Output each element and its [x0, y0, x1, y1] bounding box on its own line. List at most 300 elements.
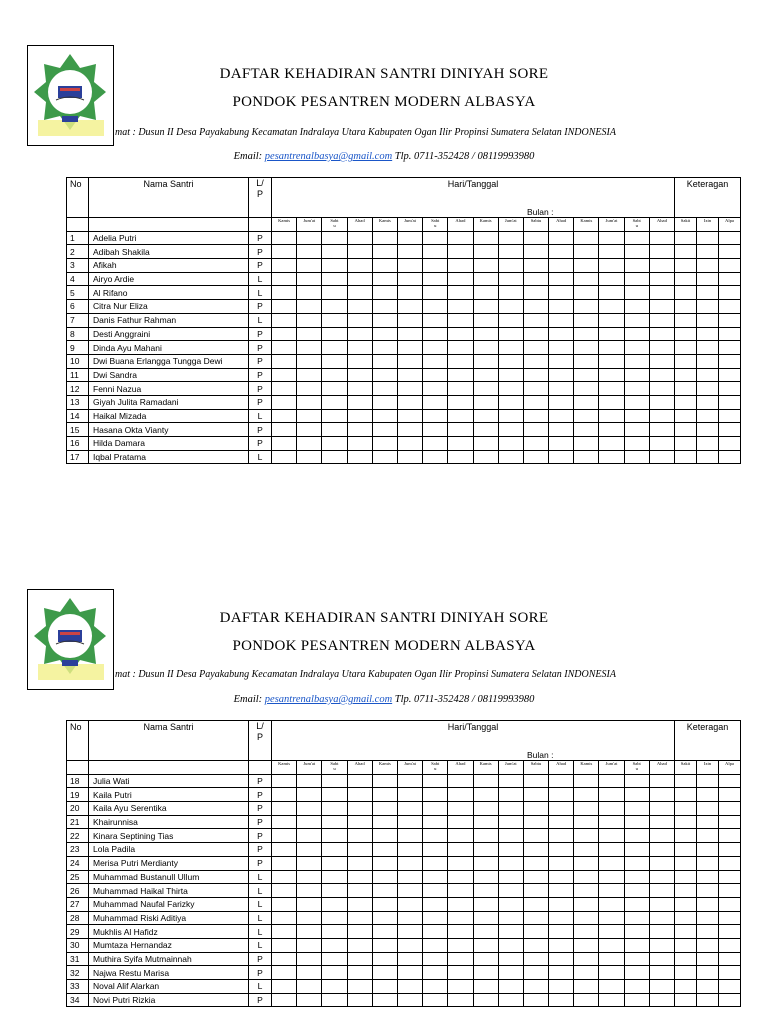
notes-cell[interactable]: [719, 911, 741, 925]
attendance-cell[interactable]: [423, 300, 448, 314]
notes-cell[interactable]: [697, 245, 719, 259]
attendance-cell[interactable]: [523, 327, 548, 341]
attendance-cell[interactable]: [549, 313, 574, 327]
attendance-cell[interactable]: [549, 815, 574, 829]
attendance-cell[interactable]: [372, 286, 397, 300]
attendance-cell[interactable]: [599, 409, 624, 423]
attendance-cell[interactable]: [549, 327, 574, 341]
attendance-cell[interactable]: [498, 272, 523, 286]
notes-cell[interactable]: [719, 774, 741, 788]
attendance-cell[interactable]: [473, 980, 498, 994]
attendance-cell[interactable]: [397, 966, 422, 980]
attendance-cell[interactable]: [322, 327, 347, 341]
attendance-cell[interactable]: [297, 231, 322, 245]
attendance-cell[interactable]: [498, 354, 523, 368]
attendance-cell[interactable]: [624, 354, 649, 368]
attendance-cell[interactable]: [272, 843, 297, 857]
attendance-cell[interactable]: [372, 966, 397, 980]
notes-cell[interactable]: [697, 300, 719, 314]
attendance-cell[interactable]: [423, 354, 448, 368]
attendance-cell[interactable]: [272, 815, 297, 829]
attendance-cell[interactable]: [372, 938, 397, 952]
notes-cell[interactable]: [719, 829, 741, 843]
attendance-cell[interactable]: [297, 245, 322, 259]
attendance-cell[interactable]: [322, 395, 347, 409]
attendance-cell[interactable]: [599, 843, 624, 857]
attendance-cell[interactable]: [498, 409, 523, 423]
attendance-cell[interactable]: [523, 395, 548, 409]
attendance-cell[interactable]: [448, 272, 473, 286]
attendance-cell[interactable]: [473, 815, 498, 829]
attendance-cell[interactable]: [549, 870, 574, 884]
attendance-cell[interactable]: [397, 423, 422, 437]
notes-cell[interactable]: [675, 245, 697, 259]
attendance-cell[interactable]: [473, 437, 498, 451]
attendance-cell[interactable]: [272, 382, 297, 396]
attendance-cell[interactable]: [423, 911, 448, 925]
attendance-cell[interactable]: [649, 259, 674, 273]
attendance-cell[interactable]: [322, 952, 347, 966]
attendance-cell[interactable]: [322, 259, 347, 273]
attendance-cell[interactable]: [347, 409, 372, 423]
attendance-cell[interactable]: [624, 327, 649, 341]
attendance-cell[interactable]: [423, 450, 448, 464]
attendance-cell[interactable]: [272, 993, 297, 1007]
attendance-cell[interactable]: [574, 300, 599, 314]
attendance-cell[interactable]: [473, 938, 498, 952]
notes-cell[interactable]: [675, 856, 697, 870]
attendance-cell[interactable]: [649, 382, 674, 396]
attendance-cell[interactable]: [297, 938, 322, 952]
attendance-cell[interactable]: [347, 774, 372, 788]
attendance-cell[interactable]: [574, 843, 599, 857]
attendance-cell[interactable]: [523, 368, 548, 382]
attendance-cell[interactable]: [549, 450, 574, 464]
attendance-cell[interactable]: [498, 870, 523, 884]
attendance-cell[interactable]: [272, 368, 297, 382]
attendance-cell[interactable]: [574, 884, 599, 898]
attendance-cell[interactable]: [372, 870, 397, 884]
attendance-cell[interactable]: [498, 231, 523, 245]
attendance-cell[interactable]: [372, 272, 397, 286]
notes-cell[interactable]: [719, 952, 741, 966]
attendance-cell[interactable]: [347, 395, 372, 409]
attendance-cell[interactable]: [549, 993, 574, 1007]
attendance-cell[interactable]: [523, 952, 548, 966]
attendance-cell[interactable]: [599, 259, 624, 273]
attendance-cell[interactable]: [448, 395, 473, 409]
attendance-cell[interactable]: [272, 341, 297, 355]
notes-cell[interactable]: [719, 327, 741, 341]
attendance-cell[interactable]: [423, 245, 448, 259]
attendance-cell[interactable]: [297, 774, 322, 788]
attendance-cell[interactable]: [397, 897, 422, 911]
attendance-cell[interactable]: [297, 980, 322, 994]
attendance-cell[interactable]: [498, 829, 523, 843]
attendance-cell[interactable]: [624, 856, 649, 870]
notes-cell[interactable]: [697, 423, 719, 437]
attendance-cell[interactable]: [649, 423, 674, 437]
attendance-cell[interactable]: [397, 409, 422, 423]
attendance-cell[interactable]: [574, 409, 599, 423]
attendance-cell[interactable]: [322, 993, 347, 1007]
attendance-cell[interactable]: [347, 938, 372, 952]
attendance-cell[interactable]: [448, 774, 473, 788]
attendance-cell[interactable]: [523, 245, 548, 259]
attendance-cell[interactable]: [473, 272, 498, 286]
attendance-cell[interactable]: [574, 437, 599, 451]
attendance-cell[interactable]: [473, 300, 498, 314]
attendance-cell[interactable]: [574, 856, 599, 870]
attendance-cell[interactable]: [498, 911, 523, 925]
attendance-cell[interactable]: [498, 286, 523, 300]
attendance-cell[interactable]: [397, 815, 422, 829]
attendance-cell[interactable]: [624, 911, 649, 925]
attendance-cell[interactable]: [599, 286, 624, 300]
attendance-cell[interactable]: [523, 382, 548, 396]
attendance-cell[interactable]: [297, 313, 322, 327]
attendance-cell[interactable]: [297, 327, 322, 341]
attendance-cell[interactable]: [397, 368, 422, 382]
attendance-cell[interactable]: [448, 938, 473, 952]
attendance-cell[interactable]: [599, 911, 624, 925]
attendance-cell[interactable]: [473, 354, 498, 368]
attendance-cell[interactable]: [423, 884, 448, 898]
attendance-cell[interactable]: [523, 815, 548, 829]
attendance-cell[interactable]: [498, 437, 523, 451]
attendance-cell[interactable]: [549, 423, 574, 437]
attendance-cell[interactable]: [448, 993, 473, 1007]
attendance-cell[interactable]: [599, 300, 624, 314]
attendance-cell[interactable]: [397, 980, 422, 994]
notes-cell[interactable]: [719, 815, 741, 829]
attendance-cell[interactable]: [599, 856, 624, 870]
attendance-cell[interactable]: [549, 966, 574, 980]
attendance-cell[interactable]: [599, 368, 624, 382]
attendance-cell[interactable]: [574, 245, 599, 259]
attendance-cell[interactable]: [549, 938, 574, 952]
attendance-cell[interactable]: [423, 938, 448, 952]
notes-cell[interactable]: [719, 341, 741, 355]
notes-cell[interactable]: [675, 993, 697, 1007]
notes-cell[interactable]: [719, 368, 741, 382]
email-link[interactable]: pesantrenalbasya@gmail.com: [264, 151, 393, 162]
attendance-cell[interactable]: [423, 966, 448, 980]
attendance-cell[interactable]: [574, 313, 599, 327]
attendance-cell[interactable]: [448, 327, 473, 341]
attendance-cell[interactable]: [272, 884, 297, 898]
attendance-cell[interactable]: [523, 829, 548, 843]
attendance-cell[interactable]: [372, 802, 397, 816]
attendance-cell[interactable]: [347, 450, 372, 464]
attendance-cell[interactable]: [549, 774, 574, 788]
attendance-cell[interactable]: [549, 245, 574, 259]
notes-cell[interactable]: [719, 993, 741, 1007]
notes-cell[interactable]: [719, 897, 741, 911]
attendance-cell[interactable]: [272, 450, 297, 464]
notes-cell[interactable]: [675, 938, 697, 952]
notes-cell[interactable]: [697, 843, 719, 857]
attendance-cell[interactable]: [322, 966, 347, 980]
notes-cell[interactable]: [719, 437, 741, 451]
notes-cell[interactable]: [675, 354, 697, 368]
attendance-cell[interactable]: [448, 829, 473, 843]
attendance-cell[interactable]: [423, 843, 448, 857]
attendance-cell[interactable]: [649, 911, 674, 925]
attendance-cell[interactable]: [599, 829, 624, 843]
attendance-cell[interactable]: [649, 993, 674, 1007]
attendance-cell[interactable]: [624, 313, 649, 327]
attendance-cell[interactable]: [574, 911, 599, 925]
attendance-cell[interactable]: [549, 300, 574, 314]
attendance-cell[interactable]: [523, 409, 548, 423]
notes-cell[interactable]: [697, 897, 719, 911]
notes-cell[interactable]: [697, 829, 719, 843]
attendance-cell[interactable]: [649, 856, 674, 870]
attendance-cell[interactable]: [347, 231, 372, 245]
attendance-cell[interactable]: [397, 354, 422, 368]
attendance-cell[interactable]: [549, 259, 574, 273]
attendance-cell[interactable]: [448, 966, 473, 980]
notes-cell[interactable]: [697, 272, 719, 286]
attendance-cell[interactable]: [322, 437, 347, 451]
attendance-cell[interactable]: [599, 382, 624, 396]
notes-cell[interactable]: [675, 802, 697, 816]
attendance-cell[interactable]: [423, 409, 448, 423]
attendance-cell[interactable]: [624, 423, 649, 437]
attendance-cell[interactable]: [423, 231, 448, 245]
attendance-cell[interactable]: [347, 286, 372, 300]
attendance-cell[interactable]: [473, 966, 498, 980]
attendance-cell[interactable]: [372, 856, 397, 870]
attendance-cell[interactable]: [423, 925, 448, 939]
attendance-cell[interactable]: [574, 952, 599, 966]
attendance-cell[interactable]: [322, 286, 347, 300]
attendance-cell[interactable]: [397, 300, 422, 314]
attendance-cell[interactable]: [423, 815, 448, 829]
attendance-cell[interactable]: [523, 980, 548, 994]
attendance-cell[interactable]: [347, 829, 372, 843]
attendance-cell[interactable]: [347, 437, 372, 451]
attendance-cell[interactable]: [322, 272, 347, 286]
notes-cell[interactable]: [719, 259, 741, 273]
notes-cell[interactable]: [719, 856, 741, 870]
attendance-cell[interactable]: [448, 450, 473, 464]
attendance-cell[interactable]: [523, 788, 548, 802]
notes-cell[interactable]: [675, 272, 697, 286]
attendance-cell[interactable]: [448, 313, 473, 327]
notes-cell[interactable]: [675, 450, 697, 464]
attendance-cell[interactable]: [624, 952, 649, 966]
attendance-cell[interactable]: [649, 980, 674, 994]
attendance-cell[interactable]: [473, 409, 498, 423]
attendance-cell[interactable]: [272, 300, 297, 314]
attendance-cell[interactable]: [549, 911, 574, 925]
attendance-cell[interactable]: [423, 952, 448, 966]
attendance-cell[interactable]: [498, 843, 523, 857]
attendance-cell[interactable]: [347, 423, 372, 437]
attendance-cell[interactable]: [549, 980, 574, 994]
attendance-cell[interactable]: [498, 327, 523, 341]
attendance-cell[interactable]: [624, 802, 649, 816]
attendance-cell[interactable]: [523, 774, 548, 788]
attendance-cell[interactable]: [397, 884, 422, 898]
attendance-cell[interactable]: [624, 980, 649, 994]
attendance-cell[interactable]: [624, 788, 649, 802]
attendance-cell[interactable]: [523, 925, 548, 939]
attendance-cell[interactable]: [599, 245, 624, 259]
notes-cell[interactable]: [675, 829, 697, 843]
notes-cell[interactable]: [697, 327, 719, 341]
notes-cell[interactable]: [675, 382, 697, 396]
attendance-cell[interactable]: [599, 354, 624, 368]
attendance-cell[interactable]: [297, 788, 322, 802]
notes-cell[interactable]: [719, 409, 741, 423]
attendance-cell[interactable]: [372, 313, 397, 327]
attendance-cell[interactable]: [473, 774, 498, 788]
attendance-cell[interactable]: [549, 341, 574, 355]
attendance-cell[interactable]: [272, 829, 297, 843]
notes-cell[interactable]: [719, 245, 741, 259]
notes-cell[interactable]: [697, 313, 719, 327]
attendance-cell[interactable]: [523, 966, 548, 980]
attendance-cell[interactable]: [272, 952, 297, 966]
attendance-cell[interactable]: [372, 327, 397, 341]
notes-cell[interactable]: [675, 911, 697, 925]
attendance-cell[interactable]: [599, 993, 624, 1007]
attendance-cell[interactable]: [523, 313, 548, 327]
attendance-cell[interactable]: [473, 395, 498, 409]
attendance-cell[interactable]: [322, 450, 347, 464]
notes-cell[interactable]: [675, 870, 697, 884]
attendance-cell[interactable]: [372, 368, 397, 382]
attendance-cell[interactable]: [397, 231, 422, 245]
notes-cell[interactable]: [719, 286, 741, 300]
attendance-cell[interactable]: [599, 437, 624, 451]
attendance-cell[interactable]: [448, 259, 473, 273]
notes-cell[interactable]: [697, 925, 719, 939]
attendance-cell[interactable]: [498, 313, 523, 327]
attendance-cell[interactable]: [599, 815, 624, 829]
attendance-cell[interactable]: [624, 437, 649, 451]
attendance-cell[interactable]: [347, 952, 372, 966]
attendance-cell[interactable]: [372, 774, 397, 788]
attendance-cell[interactable]: [574, 966, 599, 980]
attendance-cell[interactable]: [523, 802, 548, 816]
attendance-cell[interactable]: [297, 856, 322, 870]
attendance-cell[interactable]: [297, 437, 322, 451]
notes-cell[interactable]: [697, 938, 719, 952]
attendance-cell[interactable]: [599, 802, 624, 816]
notes-cell[interactable]: [675, 341, 697, 355]
attendance-cell[interactable]: [423, 802, 448, 816]
notes-cell[interactable]: [697, 395, 719, 409]
attendance-cell[interactable]: [322, 368, 347, 382]
attendance-cell[interactable]: [322, 788, 347, 802]
attendance-cell[interactable]: [297, 815, 322, 829]
attendance-cell[interactable]: [297, 884, 322, 898]
attendance-cell[interactable]: [498, 897, 523, 911]
attendance-cell[interactable]: [297, 870, 322, 884]
attendance-cell[interactable]: [297, 925, 322, 939]
notes-cell[interactable]: [719, 272, 741, 286]
notes-cell[interactable]: [675, 897, 697, 911]
notes-cell[interactable]: [719, 925, 741, 939]
attendance-cell[interactable]: [498, 993, 523, 1007]
attendance-cell[interactable]: [347, 993, 372, 1007]
attendance-cell[interactable]: [523, 354, 548, 368]
attendance-cell[interactable]: [322, 300, 347, 314]
attendance-cell[interactable]: [523, 437, 548, 451]
attendance-cell[interactable]: [448, 980, 473, 994]
attendance-cell[interactable]: [397, 382, 422, 396]
attendance-cell[interactable]: [448, 952, 473, 966]
notes-cell[interactable]: [675, 952, 697, 966]
notes-cell[interactable]: [675, 843, 697, 857]
attendance-cell[interactable]: [423, 272, 448, 286]
attendance-cell[interactable]: [599, 897, 624, 911]
notes-cell[interactable]: [697, 911, 719, 925]
attendance-cell[interactable]: [599, 966, 624, 980]
attendance-cell[interactable]: [372, 395, 397, 409]
attendance-cell[interactable]: [574, 993, 599, 1007]
attendance-cell[interactable]: [523, 911, 548, 925]
attendance-cell[interactable]: [347, 300, 372, 314]
attendance-cell[interactable]: [397, 272, 422, 286]
attendance-cell[interactable]: [297, 409, 322, 423]
notes-cell[interactable]: [697, 437, 719, 451]
attendance-cell[interactable]: [397, 993, 422, 1007]
attendance-cell[interactable]: [322, 856, 347, 870]
attendance-cell[interactable]: [624, 382, 649, 396]
attendance-cell[interactable]: [297, 368, 322, 382]
attendance-cell[interactable]: [624, 245, 649, 259]
attendance-cell[interactable]: [649, 300, 674, 314]
attendance-cell[interactable]: [599, 884, 624, 898]
attendance-cell[interactable]: [322, 774, 347, 788]
attendance-cell[interactable]: [423, 788, 448, 802]
attendance-cell[interactable]: [448, 231, 473, 245]
attendance-cell[interactable]: [624, 774, 649, 788]
attendance-cell[interactable]: [423, 993, 448, 1007]
attendance-cell[interactable]: [297, 843, 322, 857]
attendance-cell[interactable]: [498, 300, 523, 314]
attendance-cell[interactable]: [272, 354, 297, 368]
attendance-cell[interactable]: [297, 286, 322, 300]
attendance-cell[interactable]: [473, 925, 498, 939]
attendance-cell[interactable]: [649, 829, 674, 843]
attendance-cell[interactable]: [523, 423, 548, 437]
notes-cell[interactable]: [697, 856, 719, 870]
attendance-cell[interactable]: [297, 382, 322, 396]
attendance-cell[interactable]: [574, 382, 599, 396]
attendance-cell[interactable]: [347, 259, 372, 273]
attendance-cell[interactable]: [322, 884, 347, 898]
attendance-cell[interactable]: [473, 952, 498, 966]
attendance-cell[interactable]: [448, 884, 473, 898]
attendance-cell[interactable]: [297, 802, 322, 816]
attendance-cell[interactable]: [372, 245, 397, 259]
attendance-cell[interactable]: [498, 774, 523, 788]
attendance-cell[interactable]: [498, 423, 523, 437]
attendance-cell[interactable]: [322, 382, 347, 396]
attendance-cell[interactable]: [473, 884, 498, 898]
attendance-cell[interactable]: [523, 286, 548, 300]
attendance-cell[interactable]: [574, 774, 599, 788]
notes-cell[interactable]: [697, 774, 719, 788]
notes-cell[interactable]: [719, 313, 741, 327]
attendance-cell[interactable]: [498, 952, 523, 966]
